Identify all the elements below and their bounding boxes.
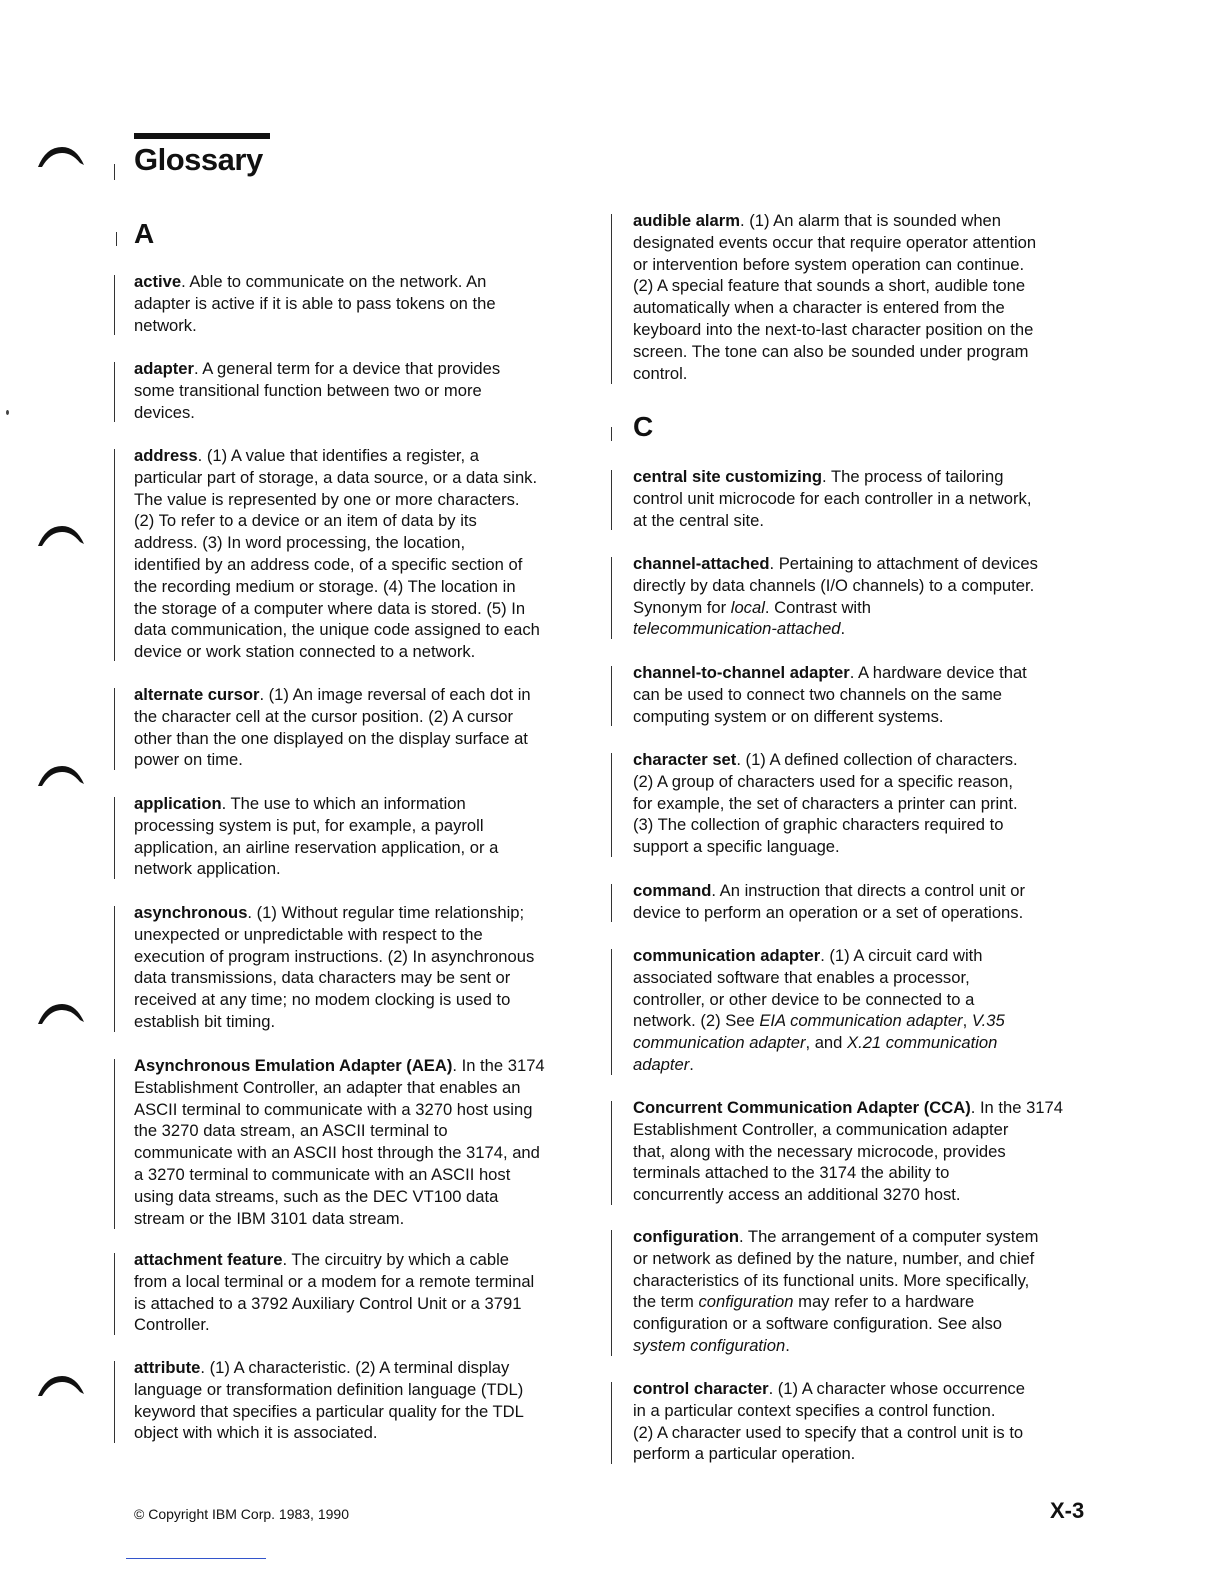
revision-bar bbox=[114, 1361, 115, 1443]
definition-line: the recording medium or storage. (4) The location in bbox=[134, 576, 516, 596]
definition-line: characteristics of its functional units. More specifically, bbox=[633, 1270, 1030, 1290]
revision-bar bbox=[611, 1382, 612, 1464]
glossary-entry-alternate-cursor bbox=[134, 684, 531, 771]
definition-line: using data streams, such as the DEC VT100 data bbox=[134, 1186, 499, 1206]
definition-line: . In the 3174 bbox=[970, 1098, 1063, 1117]
definition-line: . (1) A value that identifies a register, a bbox=[197, 446, 479, 465]
definition-line: directly by data channels (I/O channels) to a computer. bbox=[633, 575, 1035, 595]
definition-line: devices. bbox=[134, 402, 195, 422]
glossary-entry-channel-attached bbox=[633, 553, 1038, 640]
term: central site customizing bbox=[633, 467, 823, 486]
definition-line: . (1) A characteristic. (2) A terminal display bbox=[200, 1358, 510, 1377]
revision-bar bbox=[611, 1101, 612, 1205]
term: character set bbox=[633, 750, 737, 769]
definition-line: adapter is active if it is able to pass tokens on the bbox=[134, 293, 496, 313]
definition-line: Establishment Controller, an adapter that enables an bbox=[134, 1077, 521, 1097]
definition-line: The value is represented by one or more characters. bbox=[134, 489, 520, 509]
glossary-entry-channel-to-channel-adapter bbox=[633, 662, 1027, 727]
term: Asynchronous Emulation Adapter (AEA) bbox=[134, 1056, 453, 1075]
definition-line: that, along with the necessary microcode, provides bbox=[633, 1141, 1006, 1161]
punch-hole-icon bbox=[36, 762, 86, 788]
definition-line: (3) The collection of graphic characters required to bbox=[633, 815, 1004, 835]
definition-line: (2) A special feature that sounds a short, audible tone bbox=[633, 276, 1026, 296]
bottom-rule bbox=[126, 1558, 266, 1559]
cross-reference: communication adapter bbox=[633, 1033, 806, 1053]
revision-bar bbox=[611, 557, 612, 639]
term: audible alarm bbox=[633, 211, 740, 230]
definition-line: . An instruction that directs a control unit or bbox=[711, 881, 1025, 900]
page-title: Glossary bbox=[134, 142, 263, 177]
punch-hole-icon bbox=[36, 1372, 86, 1398]
definition-line: some transitional function between two or more bbox=[134, 380, 482, 400]
definition-line: in a particular context specifies a control function. bbox=[633, 1400, 996, 1420]
definition-line: (2) A character used to specify that a control unit is to bbox=[633, 1422, 1024, 1442]
revision-bar bbox=[114, 1059, 115, 1229]
glossary-entry-audible-alarm bbox=[633, 210, 1036, 384]
definition-line: (2) To refer to a device or an item of data by its bbox=[134, 511, 477, 531]
term: attribute bbox=[134, 1358, 201, 1377]
glossary-entry-active bbox=[134, 271, 496, 336]
definition-line: . (1) A character whose occurrence bbox=[768, 1379, 1025, 1398]
definition-line: device to perform an operation or a set of operations. bbox=[633, 902, 1024, 922]
definition-line: stream or the IBM 3101 data stream. bbox=[134, 1208, 405, 1228]
cross-reference: telecommunication-attached bbox=[633, 619, 841, 639]
definition-text: . bbox=[689, 1054, 694, 1074]
definition-line: . The arrangement of a computer system bbox=[739, 1227, 1039, 1246]
revision-bar bbox=[114, 449, 115, 661]
revision-bar bbox=[611, 753, 612, 857]
revision-bar bbox=[114, 797, 115, 879]
definition-line: can be used to connect two channels on the same bbox=[633, 684, 1002, 704]
definition-line: . Able to communicate on the network. An bbox=[181, 272, 487, 291]
definition-text: network. (2) See bbox=[633, 1011, 760, 1031]
definition-line: support a specific language. bbox=[633, 837, 840, 857]
definition-line: is attached to a 3792 Auxiliary Control Unit or a 3791 bbox=[134, 1293, 522, 1313]
definition-text: . bbox=[840, 619, 846, 639]
definition-text: Synonym for bbox=[633, 597, 731, 617]
definition-line: . In the 3174 bbox=[452, 1056, 545, 1075]
definition-text: . bbox=[785, 1335, 790, 1355]
cross-reference: local bbox=[730, 597, 765, 617]
term: control character bbox=[633, 1379, 769, 1398]
section-letter-a: A bbox=[134, 218, 155, 249]
definition-line: from a local terminal or a modem for a remote terminal bbox=[134, 1271, 535, 1291]
definition-text: , bbox=[962, 1011, 972, 1031]
glossary-entry-asynchronous bbox=[134, 902, 534, 1033]
definition-line: object with which it is associated. bbox=[134, 1423, 378, 1443]
glossary-entry-aea bbox=[134, 1055, 545, 1229]
definition-line: received at any time; no modem clocking is used to bbox=[134, 990, 511, 1010]
definition-line: or network as defined by the nature, number, and chief bbox=[633, 1248, 1035, 1268]
term: attachment feature bbox=[134, 1250, 283, 1269]
definition-line: control unit microcode for each controller in a network, bbox=[633, 488, 1032, 508]
revision-bar bbox=[611, 470, 612, 530]
definition-line: . A general term for a device that provides bbox=[193, 359, 501, 378]
definition-line: processing system is put, for example, a payroll bbox=[134, 815, 484, 835]
definition-line: . (1) A defined collection of characters. bbox=[736, 750, 1018, 769]
definition-line: execution of program instructions. (2) In asynchronous bbox=[134, 946, 535, 966]
definition-line: associated software that enables a processor, bbox=[633, 967, 970, 987]
definition-line: or intervention before system operation can continue. bbox=[633, 254, 1025, 274]
definition-line: application, an airline reservation application, or a bbox=[134, 837, 499, 857]
glossary-entry-attribute bbox=[134, 1357, 524, 1444]
term: adapter bbox=[134, 359, 194, 378]
definition-line: at the central site. bbox=[633, 510, 764, 530]
definition-text: , and bbox=[805, 1033, 848, 1053]
definition-line: other than the one displayed on the display surface at bbox=[134, 728, 528, 748]
definition-line: automatically when a character is entered from the bbox=[633, 298, 1005, 318]
definition-line: network. bbox=[134, 315, 197, 335]
glossary-entry-cca bbox=[633, 1097, 1063, 1206]
term: alternate cursor bbox=[134, 685, 260, 704]
cross-reference: system configuration bbox=[633, 1335, 786, 1355]
definition-line: . The use to which an information bbox=[221, 794, 466, 813]
term: Concurrent Communication Adapter (CCA) bbox=[633, 1098, 971, 1117]
definition-line: communicate with an ASCII host through the 3174, and bbox=[134, 1143, 540, 1163]
glossary-entry-character-set bbox=[633, 749, 1018, 858]
term: application bbox=[134, 794, 222, 813]
definition-line: network application. bbox=[134, 859, 281, 879]
definition-line: designated events occur that require operator attention bbox=[633, 232, 1037, 252]
term: channel-attached bbox=[633, 554, 770, 573]
glossary-entry-command bbox=[633, 880, 1025, 924]
definition-line: unexpected or unpredictable with respect to the bbox=[134, 924, 483, 944]
revision-bar bbox=[611, 427, 612, 441]
definition-line: (2) A group of characters used for a specific reason, bbox=[633, 771, 1014, 791]
title-rule bbox=[134, 133, 270, 139]
definition-line: identified by an address code, of a specific section of bbox=[134, 554, 523, 574]
definition-line: control. bbox=[633, 363, 688, 383]
glossary-entry-address bbox=[134, 445, 540, 663]
scan-speck bbox=[6, 410, 9, 415]
definition-line: Establishment Controller, a communication adapter bbox=[633, 1119, 1009, 1139]
definition-line: data communication, the unique code assigned to each bbox=[134, 620, 540, 640]
definition-line: . (1) An image reversal of each dot in bbox=[259, 685, 531, 704]
revision-bar bbox=[611, 1230, 612, 1356]
term: address bbox=[134, 446, 198, 465]
revision-bar bbox=[114, 906, 115, 1032]
revision-bar bbox=[114, 1253, 115, 1335]
definition-text: the term bbox=[633, 1292, 699, 1312]
definition-line: data transmissions, data characters may be sent or bbox=[134, 968, 511, 988]
definition-line: ASCII terminal to communicate with a 3270 host using bbox=[134, 1099, 533, 1119]
cross-reference: configuration bbox=[698, 1292, 794, 1312]
definition-line: language or transformation definition language (TDL) bbox=[134, 1379, 524, 1399]
definition-line: power on time. bbox=[134, 750, 243, 770]
term: communication adapter bbox=[633, 946, 821, 965]
definition-line: terminals attached to the 3174 the ability to bbox=[633, 1163, 950, 1183]
glossary-entry-central-site-customizing bbox=[633, 466, 1031, 531]
definition-line: . The process of tailoring bbox=[822, 467, 1004, 486]
section-letter-c: C bbox=[633, 411, 654, 442]
definition-line: . Pertaining to attachment of devices bbox=[769, 554, 1038, 573]
copyright-notice: © Copyright IBM Corp. 1983, 1990 bbox=[134, 1506, 349, 1522]
punch-hole-icon bbox=[36, 1000, 86, 1026]
term: active bbox=[134, 272, 182, 291]
definition-line: Controller. bbox=[134, 1315, 210, 1335]
definition-line: a 3270 terminal to communicate with an ASCII host bbox=[134, 1164, 511, 1184]
definition-line: establish bit timing. bbox=[134, 1011, 276, 1031]
term: asynchronous bbox=[134, 903, 248, 922]
definition-line: address. (3) In word processing, the location, bbox=[134, 533, 466, 553]
revision-bar bbox=[611, 884, 612, 922]
definition-line: . (1) Without regular time relationship; bbox=[247, 903, 525, 922]
definition-line: keyboard into the next-to-last character position on the bbox=[633, 319, 1034, 339]
glossary-entry-configuration bbox=[633, 1226, 1038, 1357]
revision-bar bbox=[114, 362, 115, 422]
cross-reference: V.35 bbox=[971, 1011, 1005, 1031]
glossary-entry-application bbox=[134, 793, 498, 880]
definition-line: particular part of storage, a data source, or a data sink. bbox=[134, 467, 538, 487]
punch-hole-icon bbox=[36, 143, 86, 169]
cross-reference: adapter bbox=[633, 1054, 690, 1074]
glossary-entry-adapter bbox=[134, 358, 500, 423]
definition-line: the character cell at the cursor position. (2) A cursor bbox=[134, 706, 514, 726]
revision-bar bbox=[611, 949, 612, 1075]
definition-line: . (1) An alarm that is sounded when bbox=[739, 211, 1002, 230]
term: configuration bbox=[633, 1227, 740, 1246]
revision-bar bbox=[114, 164, 115, 180]
definition-line: configuration or a software configuration. See also bbox=[633, 1314, 1002, 1334]
definition-line: screen. The tone can also be sounded under program bbox=[633, 341, 1029, 361]
glossary-entry-control-character bbox=[633, 1378, 1025, 1465]
definition-line: keyword that specifies a particular quality for the TDL bbox=[134, 1401, 524, 1421]
cross-reference: EIA communication adapter bbox=[759, 1011, 963, 1031]
definition-line: . (1) A circuit card with bbox=[820, 946, 983, 965]
definition-line: concurrently access an additional 3270 host. bbox=[633, 1185, 961, 1205]
definition-line: for example, the set of characters a printer can print. bbox=[633, 793, 1018, 813]
revision-bar bbox=[114, 275, 115, 335]
definition-text: . Contrast with bbox=[764, 597, 871, 617]
punch-hole-icon bbox=[36, 522, 86, 548]
page-number: X-3 bbox=[1050, 1498, 1085, 1523]
glossary-entry-communication-adapter bbox=[633, 945, 1005, 1076]
revision-bar bbox=[116, 232, 117, 246]
revision-bar bbox=[611, 666, 612, 726]
definition-line: the 3270 data stream, an ASCII terminal to bbox=[134, 1121, 448, 1141]
definition-line: device or work station connected to a network. bbox=[134, 642, 476, 662]
glossary-entry-attachment-feature bbox=[134, 1249, 534, 1336]
cross-reference: X.21 communication bbox=[847, 1033, 998, 1053]
definition-line: perform a particular operation. bbox=[633, 1444, 856, 1464]
definition-line: . A hardware device that bbox=[849, 663, 1027, 682]
definition-line: the storage of a computer where data is stored. (5) In bbox=[134, 598, 526, 618]
term: channel-to-channel adapter bbox=[633, 663, 850, 682]
definition-line: . The circuitry by which a cable bbox=[282, 1250, 510, 1269]
revision-bar bbox=[114, 688, 115, 770]
definition-line: controller, or other device to be connected to a bbox=[633, 989, 975, 1009]
definition-line: computing system or on different systems. bbox=[633, 706, 944, 726]
definition-text: may refer to a hardware bbox=[793, 1292, 975, 1312]
revision-bar bbox=[611, 214, 612, 384]
term: command bbox=[633, 881, 712, 900]
